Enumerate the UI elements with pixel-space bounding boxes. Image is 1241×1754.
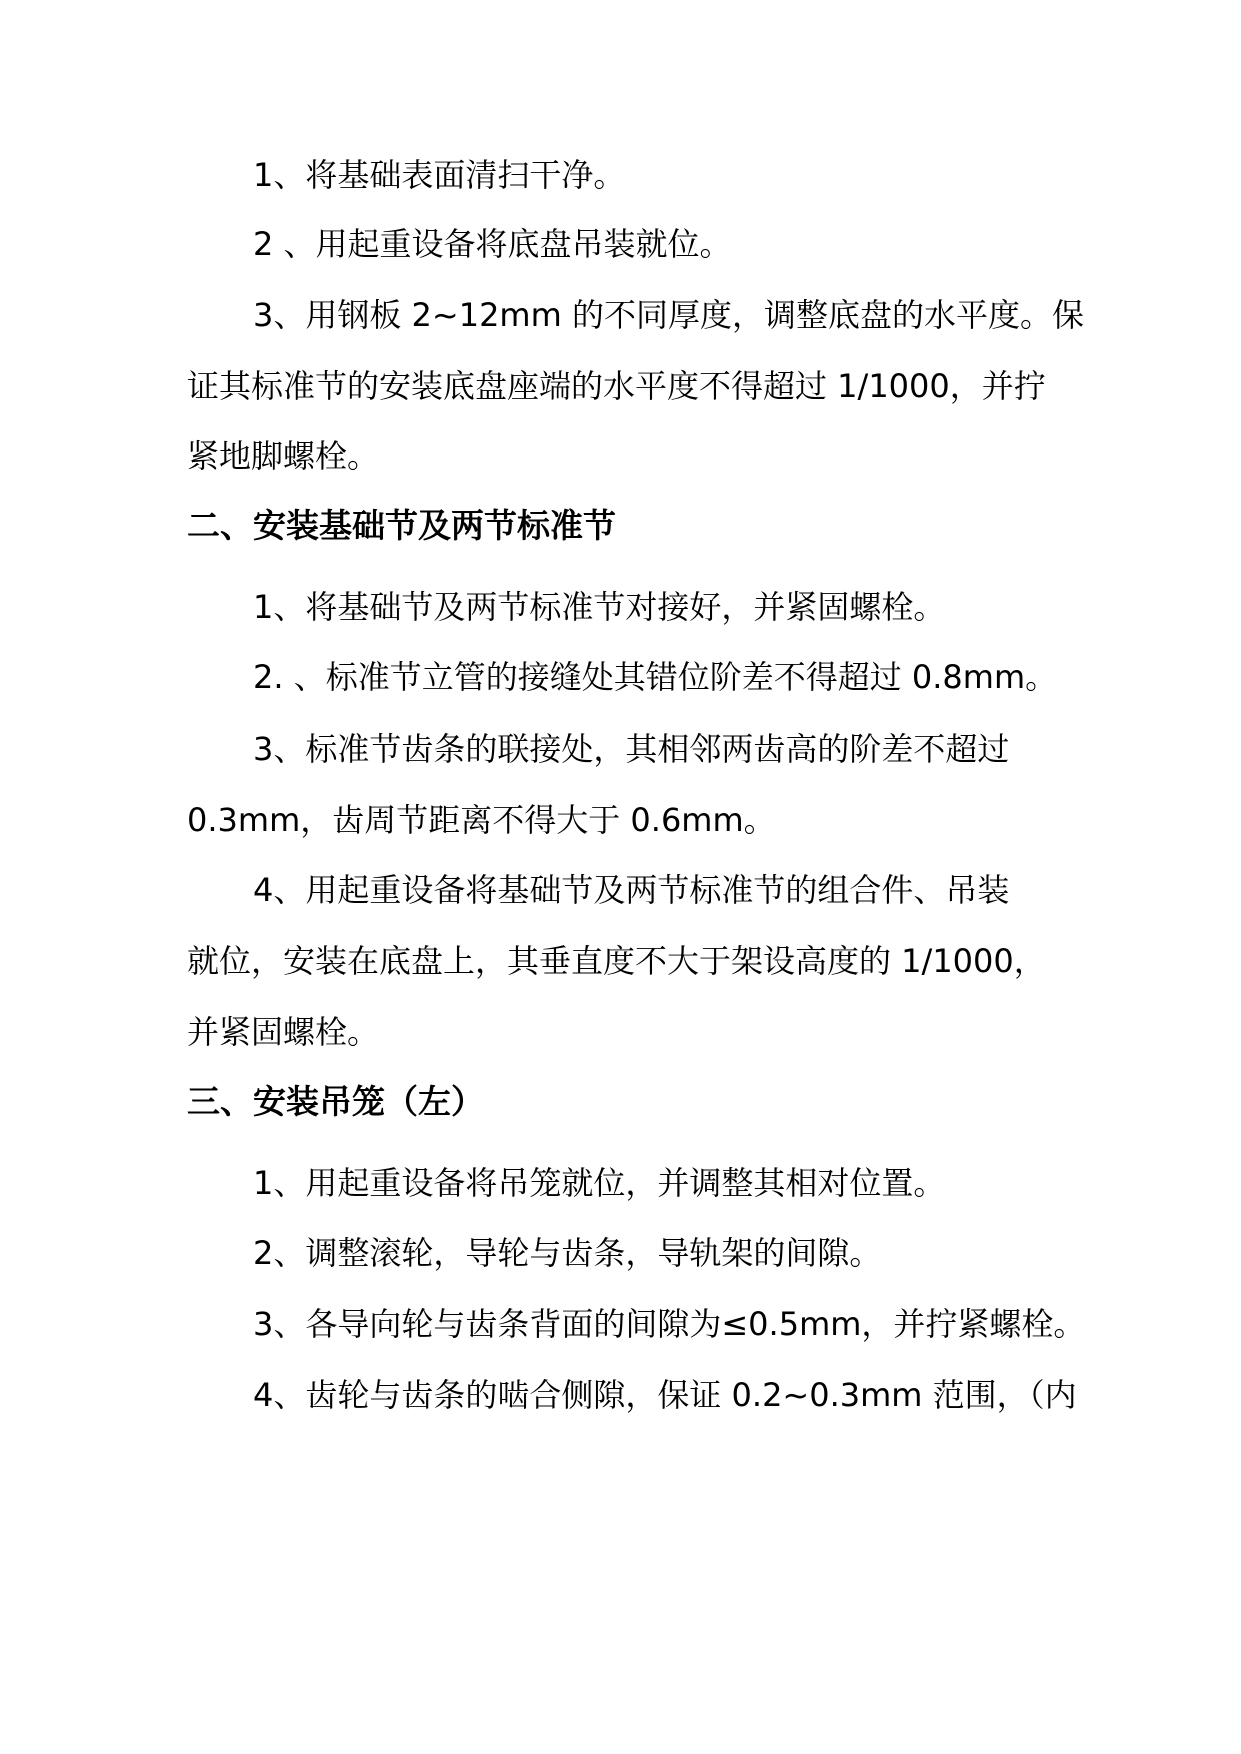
step-3-guide-wheel-clearance: 3、各导向轮与齿条背面的间隙为≤0.5mm，并拧紧螺栓。 (253, 1305, 1086, 1343)
step-2-joint-offset: 2. 、标准节立管的接缝处其错位阶差不得超过 0.8mm。 (253, 658, 1058, 696)
step-4-install-assembly-line-2: 就位，安装在底盘上，其垂直度不大于架设高度的 1/1000， (187, 942, 1046, 980)
step-3-rack-joint-line-1: 3、标准节齿条的联接处，其相邻两齿高的阶差不超过 (253, 730, 1010, 768)
step-2-hoist-base: 2 、用起重设备将底盘吊装就位。 (253, 225, 732, 263)
step-3-rack-joint-line-2: 0.3mm，齿周节距离不得大于 0.6mm。 (187, 801, 776, 839)
step-1-position-cage: 1、用起重设备将吊笼就位，并调整其相对位置。 (253, 1164, 946, 1202)
step-3-level-base-line-3: 紧地脚螺栓。 (187, 437, 380, 475)
step-4-install-assembly-line-3: 并紧固螺栓。 (187, 1013, 380, 1051)
step-4-gear-backlash: 4、齿轮与齿条的啮合侧隙，保证 0.2~0.3mm 范围，（内 (253, 1376, 1077, 1414)
step-3-level-base-line-2: 证其标准节的安装底盘座端的水平度不得超过 1/1000，并拧 (187, 367, 1046, 405)
section-heading-cage-left: 三、安装吊笼（左） (187, 1082, 484, 1121)
step-2-adjust-rollers: 2、调整滚轮，导轮与齿条，导轨架的间隙。 (253, 1234, 882, 1272)
section-heading-base-section: 二、安装基础节及两节标准节 (187, 506, 616, 545)
step-1-clean-foundation: 1、将基础表面清扫干净。 (253, 156, 626, 194)
step-1-join-sections: 1、将基础节及两节标准节对接好，并紧固螺栓。 (253, 588, 946, 626)
step-3-level-base-line-1: 3、用钢板 2~12mm 的不同厚度，调整底盘的水平度。保 (253, 296, 1084, 334)
step-4-install-assembly-line-1: 4、用起重设备将基础节及两节标准节的组合件、吊装 (253, 871, 1010, 909)
